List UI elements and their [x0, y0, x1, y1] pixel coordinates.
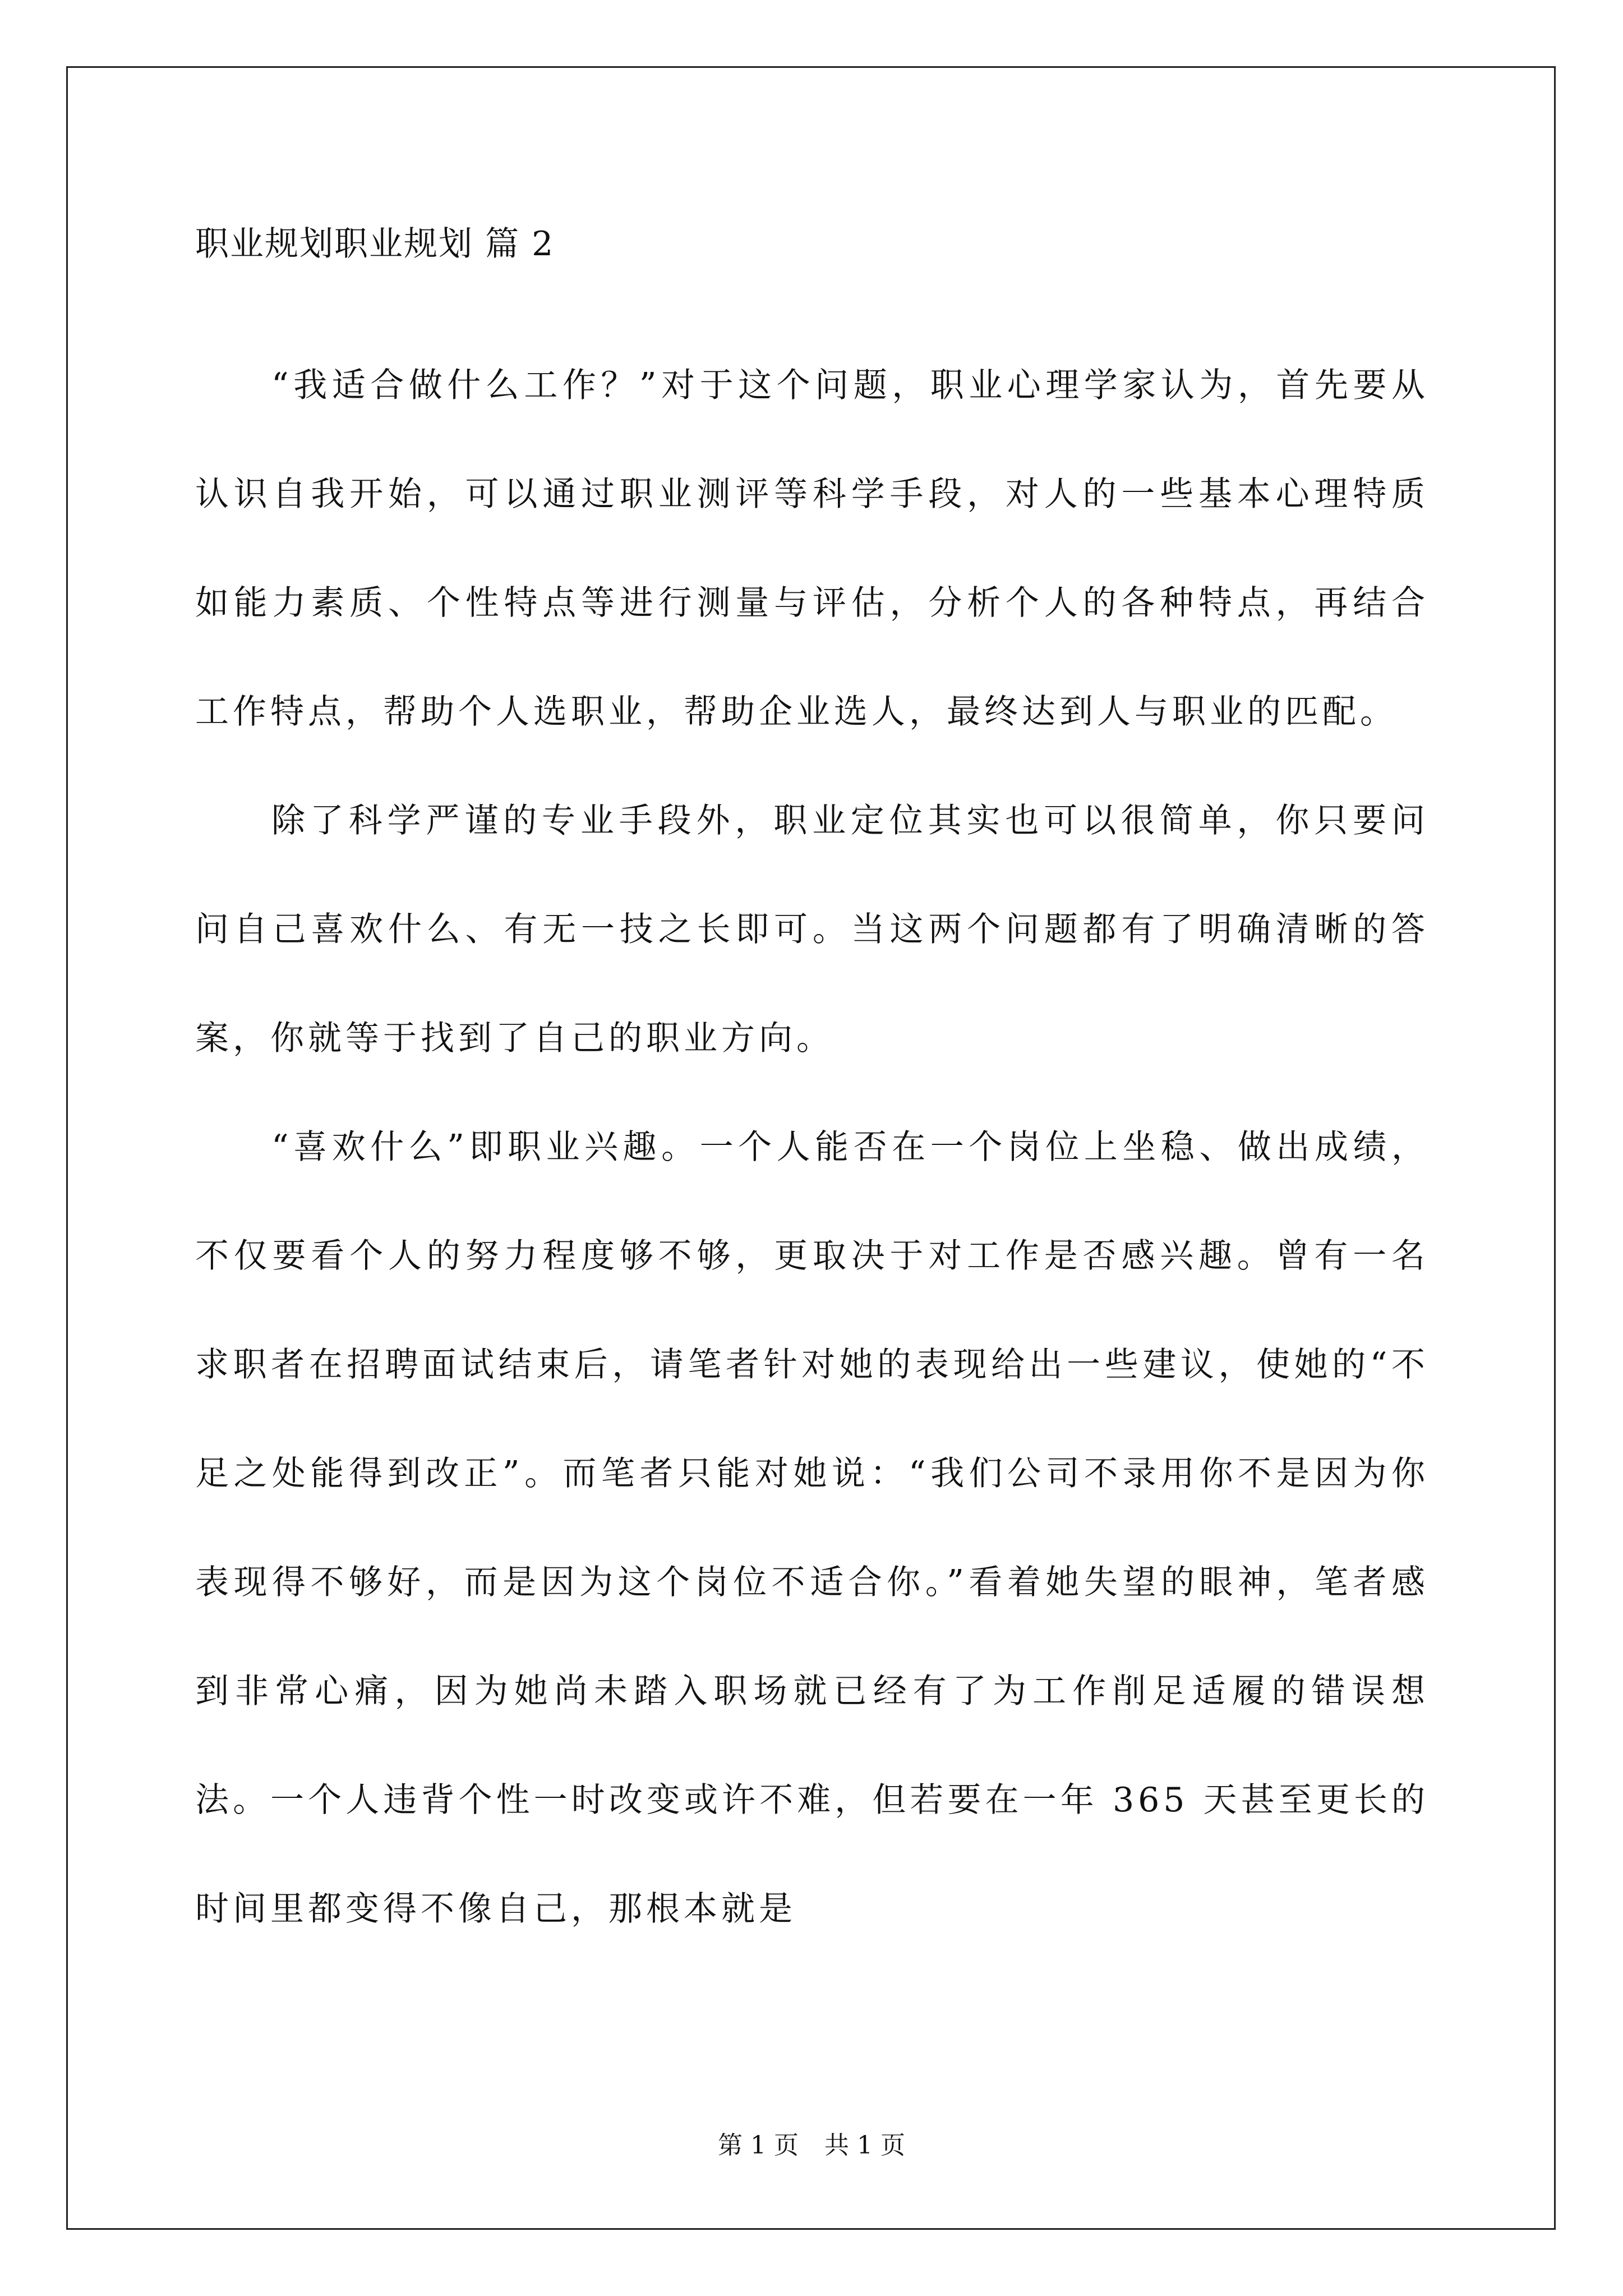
paragraph-1: “我适合做什么工作？”对于这个问题，职业心理学家认为，首先要从认识自我开始，可以通过职业测评等科学手段，对人的一些基本心理特质如能力素质、个性特点等进行测量与评估，分析个人的各种特点，再结合工作特点，帮助个人选职业，帮助企业选人，最终达到人与职业的匹配。 [195, 366, 1429, 731]
page-total: 共 1 页 [824, 2131, 905, 2160]
paragraph-2: 除了科学严谨的专业手段外，职业定位其实也可以很简单，你只要问问自己喜欢什么、有无一技之长即可。当这两个问题都有了明确清晰的答案，你就等于找到了自己的职业方向。 [195, 801, 1429, 1058]
page-footer [0, 2129, 1623, 2162]
document-title: 职业规划职业规划 篇 2 [195, 224, 555, 264]
page-number: 第 1 页 [718, 2131, 799, 2160]
document-body [195, 219, 1429, 1963]
paragraph-3: “喜欢什么”即职业兴趣。一个人能否在一个岗位上坐稳、做出成绩，不仅要看个人的努力程度够不够，更取决于对工作是否感兴趣。曾有一名求职者在招聘面试结束后，请笔者针对她的表现给出一些建议，使她的“不足之处能得到改正”。而笔者只能对她说：“我们公司不录用你不是因为你表现得不够好，而是因为这个岗位不适合你。”看着她失望的眼神，笔者感到非常心痛，因为她尚未踏入职场就已经有了为工作削足适履的错误想法。一个人违背个性一时改变或许不难，但若要在一年 365 天甚至更长的时间里都变得不像自己，那根本就是 [195, 1128, 1429, 1929]
